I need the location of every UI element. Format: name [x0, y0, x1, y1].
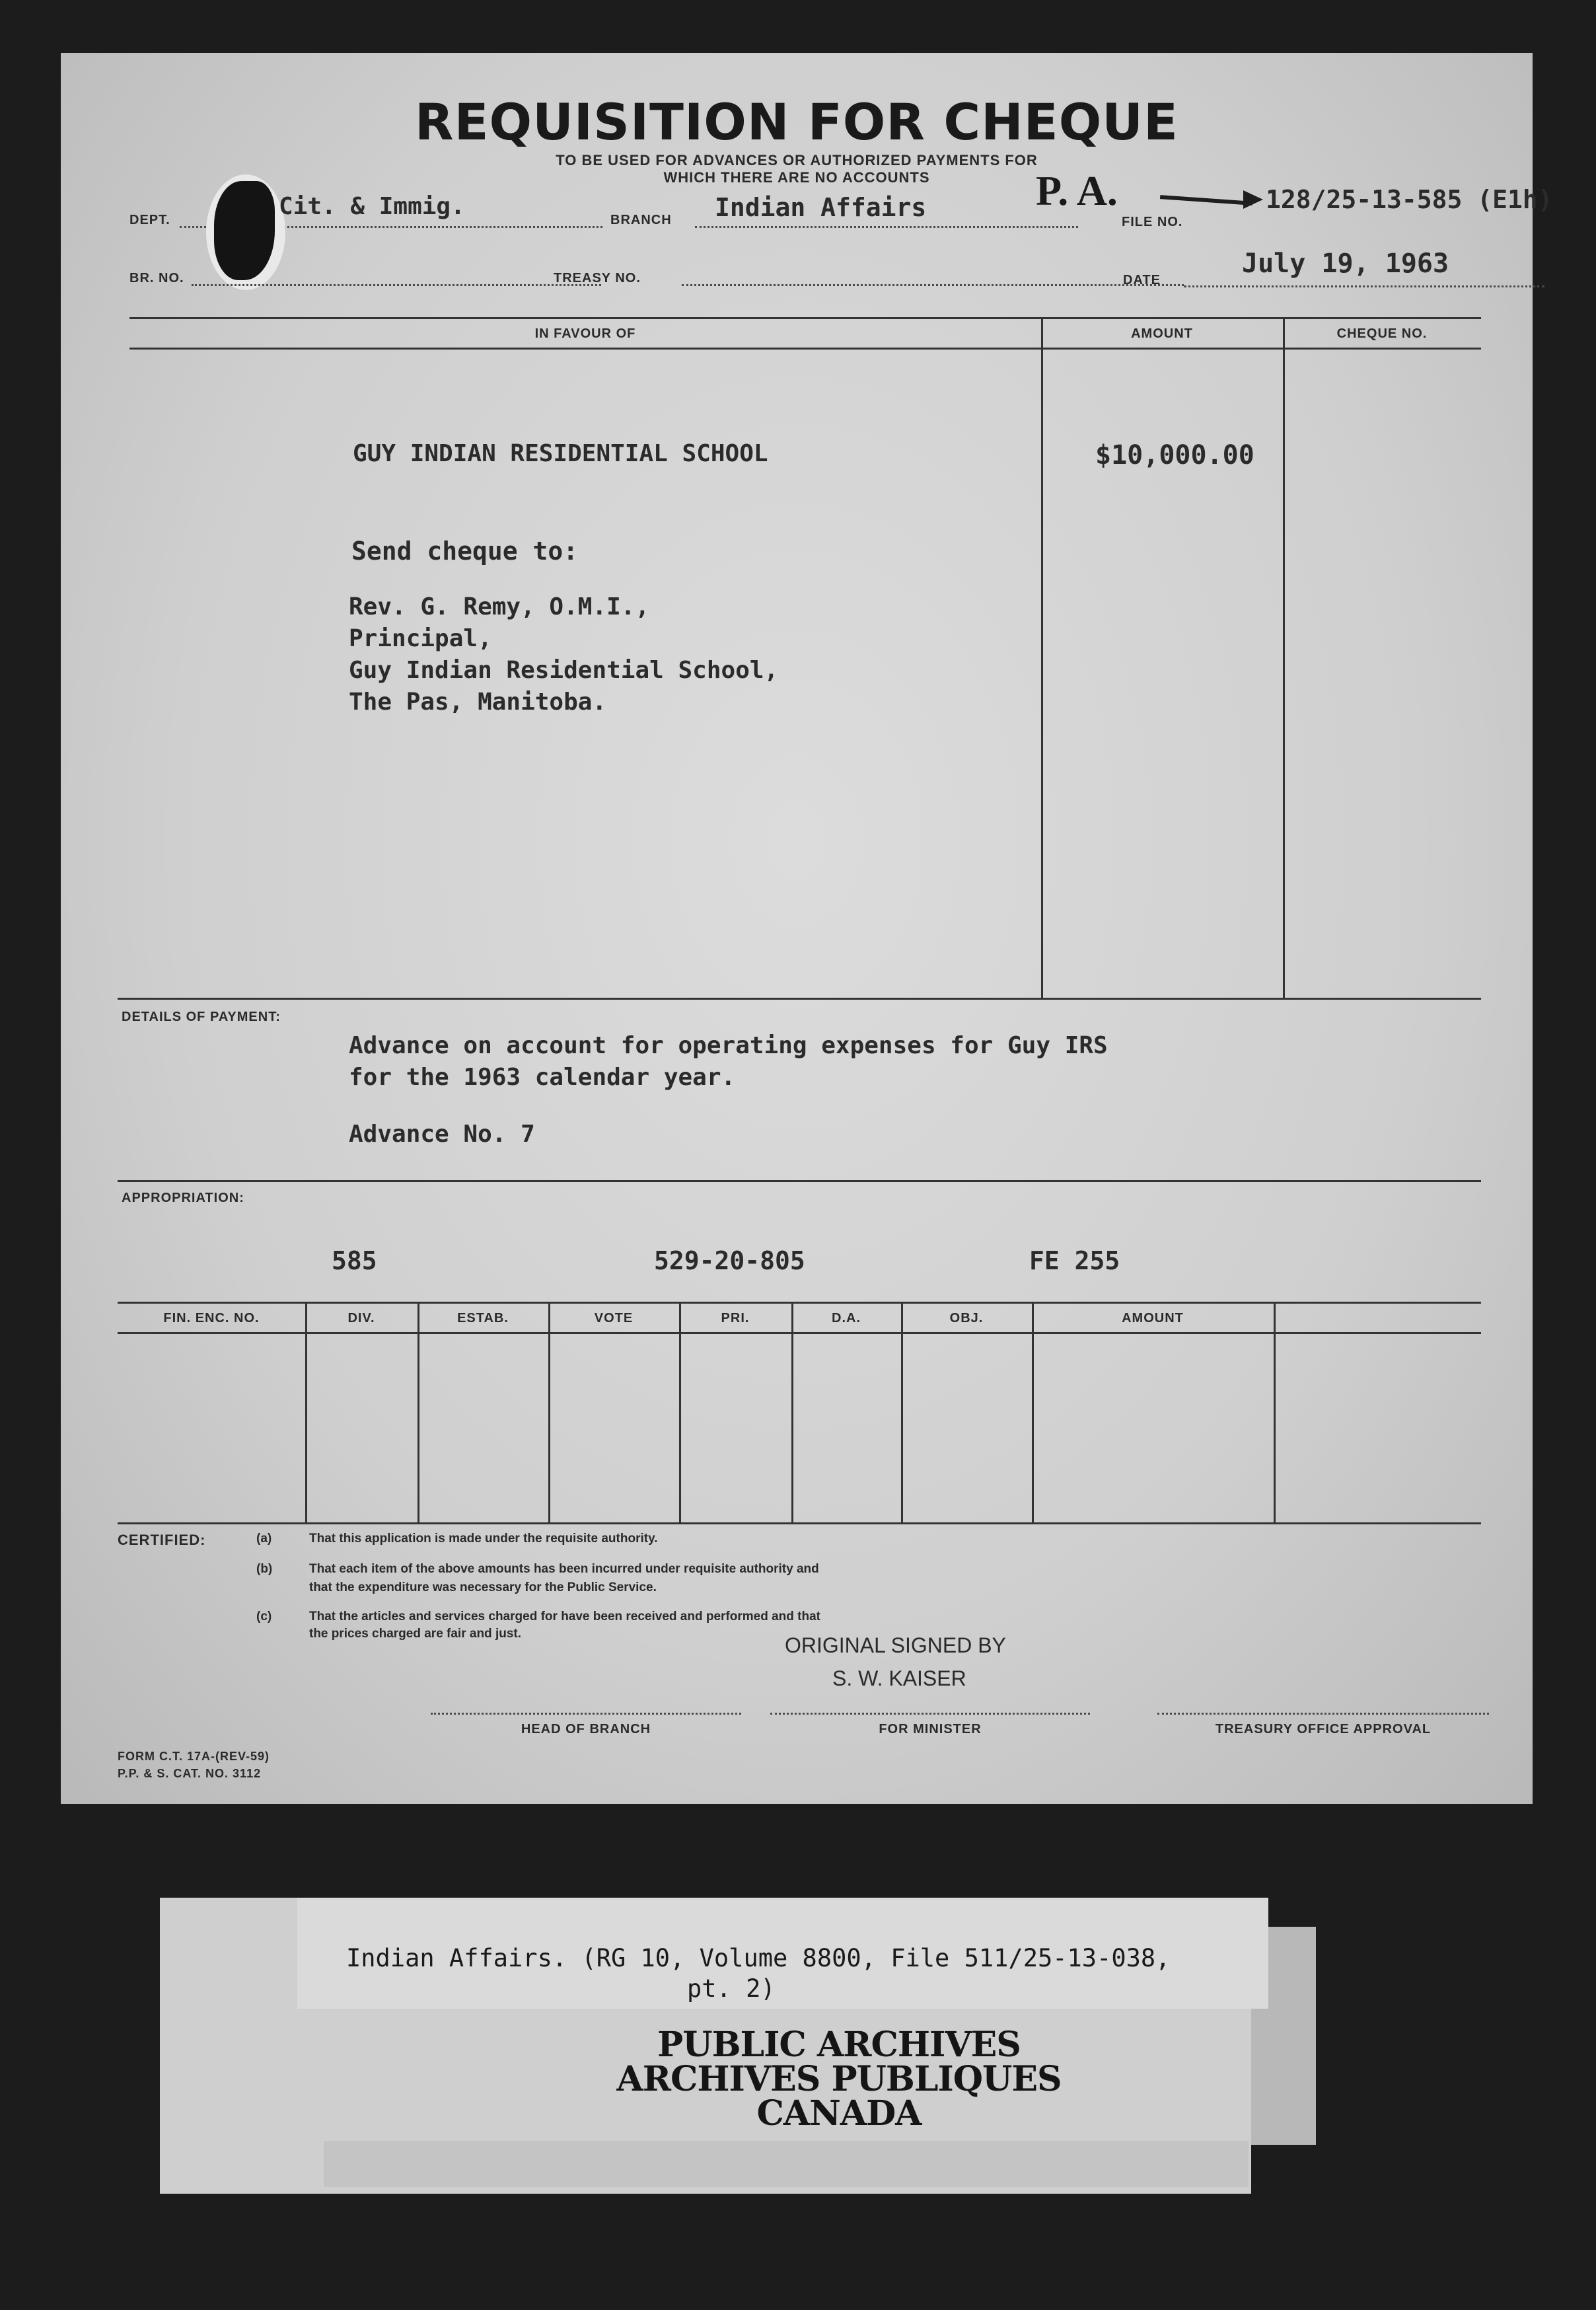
br-no-label: BR. NO. — [129, 271, 184, 285]
address-line-4: The Pas, Manitoba. — [349, 689, 607, 716]
certified-b-mark: (b) — [256, 1562, 273, 1576]
form-number-line-2: P.P. & S. CAT. NO. 3112 — [118, 1767, 262, 1780]
archive-reference-line-2: pt. 2) — [687, 1974, 776, 2003]
redaction-blot — [214, 181, 275, 280]
pri-header: PRI. — [721, 1311, 750, 1325]
appropriation-code-2: 529-20-805 — [654, 1246, 805, 1275]
payee-name: GUY INDIAN RESIDENTIAL SCHOOL — [353, 440, 768, 467]
for-minister-label: FOR MINISTER — [879, 1722, 982, 1736]
appropriation-label: APPROPRIATION: — [122, 1191, 244, 1205]
coding-divider-5 — [791, 1302, 793, 1522]
certified-label: CERTIFIED: — [118, 1532, 206, 1548]
coding-divider-8 — [1274, 1302, 1276, 1522]
fin-enc-no-header: FIN. ENC. NO. — [163, 1311, 260, 1325]
table-bottom-rule — [118, 998, 1481, 1000]
branch-dots — [695, 226, 1078, 228]
amount-header: AMOUNT — [1131, 326, 1193, 341]
treasury-signature-line — [1157, 1713, 1489, 1715]
head-signature-line — [431, 1713, 741, 1715]
div-header: DIV. — [347, 1311, 375, 1325]
date-value: July 19, 1963 — [1242, 248, 1449, 279]
date-label: DATE — [1123, 273, 1161, 287]
coding-amount-header: AMOUNT — [1122, 1311, 1184, 1325]
appropriation-code-3: FE 255 — [1029, 1246, 1120, 1275]
da-header: D.A. — [832, 1311, 861, 1325]
coding-table-top-rule — [118, 1302, 1481, 1304]
vote-header: VOTE — [594, 1311, 634, 1325]
pa-mark: P. A. — [1036, 167, 1118, 214]
archive-name-line-3: CANADA — [756, 2093, 922, 2134]
certified-b-text-1: That each item of the above amounts has been incurred under requisite authority and — [309, 1562, 819, 1576]
address-line-2: Principal, — [349, 625, 492, 652]
address-line-3: Guy Indian Residential School, — [349, 657, 779, 684]
in-favour-of-header: IN FAVOUR OF — [534, 326, 636, 341]
file-no-label: FILE NO. — [1122, 215, 1183, 229]
requisition-form — [61, 53, 1553, 1804]
treasury-approval-label: TREASURY OFFICE APPROVAL — [1215, 1722, 1432, 1736]
date-dots — [1184, 285, 1544, 287]
archive-label-strip — [324, 2141, 1249, 2187]
dept-value: Cit. & Immig. — [279, 193, 465, 220]
certified-a-mark: (a) — [256, 1532, 272, 1546]
branch-value: Indian Affairs — [715, 193, 927, 222]
coding-divider-4 — [679, 1302, 681, 1522]
cheque-no-header: CHEQUE NO. — [1336, 326, 1428, 341]
table-header-rule — [129, 348, 1481, 350]
form-subtitle-line2: WHICH THERE ARE NO ACCOUNTS — [663, 169, 930, 186]
details-label: DETAILS OF PAYMENT: — [122, 1010, 281, 1024]
send-cheque-label: Send cheque to: — [351, 537, 579, 566]
certified-c-text-2: the prices charged are fair and just. — [309, 1627, 521, 1641]
signed-by-stamp-line-2: S. W. KAISER — [832, 1666, 966, 1690]
minister-signature-line — [770, 1713, 1090, 1715]
amount-column-divider — [1041, 317, 1043, 998]
arrow-icon — [1160, 195, 1252, 205]
form-title: REQUISITION FOR CHEQUE — [415, 93, 1179, 151]
coding-table-header-rule — [118, 1332, 1481, 1334]
appropriation-code-1: 585 — [332, 1246, 377, 1275]
coding-divider-1 — [305, 1302, 307, 1522]
coding-table-bottom-rule — [118, 1522, 1481, 1524]
form-subtitle-line1: TO BE USED FOR ADVANCES OR AUTHORIZED PAYMENTS FOR — [556, 152, 1038, 168]
arrow-head-icon — [1243, 190, 1263, 209]
table-top-rule — [129, 317, 1481, 319]
coding-divider-3 — [548, 1302, 550, 1522]
certified-c-text-1: That the articles and services charged for have been received and performed and that — [309, 1610, 820, 1623]
details-line-1: Advance on account for operating expenses for Guy IRS — [349, 1032, 1108, 1059]
br-no-dots — [192, 284, 601, 286]
dept-label: DEPT. — [129, 213, 170, 227]
coding-divider-6 — [901, 1302, 903, 1522]
obj-header: OBJ. — [949, 1311, 984, 1325]
form-number-line-1: FORM C.T. 17A-(REV-59) — [118, 1750, 270, 1763]
signed-by-stamp-line-1: ORIGINAL SIGNED BY — [785, 1633, 1006, 1657]
certified-b-text-2: that the expenditure was necessary for the Public Service. — [309, 1581, 657, 1594]
cheque-column-divider — [1283, 317, 1285, 998]
estab-header: ESTAB. — [457, 1311, 509, 1325]
treasy-no-dots — [682, 284, 1184, 286]
address-line-1: Rev. G. Remy, O.M.I., — [349, 593, 650, 620]
archive-name-line-2: ARCHIVES PUBLIQUES — [616, 2059, 1062, 2099]
branch-label: BRANCH — [610, 213, 672, 227]
details-line-3: Advance No. 7 — [349, 1121, 535, 1148]
coding-divider-2 — [417, 1302, 419, 1522]
head-of-branch-label: HEAD OF BRANCH — [521, 1722, 651, 1736]
details-line-2: for the 1963 calendar year. — [349, 1064, 736, 1091]
file-no-value: 128/25-13-585 (E1h) — [1266, 185, 1553, 214]
treasy-no-label: TREASY NO. — [554, 271, 641, 285]
details-bottom-rule — [118, 1180, 1481, 1182]
archive-name-line-1: PUBLIC ARCHIVES — [657, 2025, 1021, 2065]
archive-reference-line-1: Indian Affairs. (RG 10, Volume 8800, File 511/25-13-038, — [346, 1944, 1171, 1972]
certified-c-mark: (c) — [256, 1610, 272, 1623]
coding-divider-7 — [1032, 1302, 1034, 1522]
payment-amount: $10,000.00 — [1095, 440, 1254, 470]
certified-a-text: That this application is made under the requisite authority. — [309, 1532, 658, 1546]
